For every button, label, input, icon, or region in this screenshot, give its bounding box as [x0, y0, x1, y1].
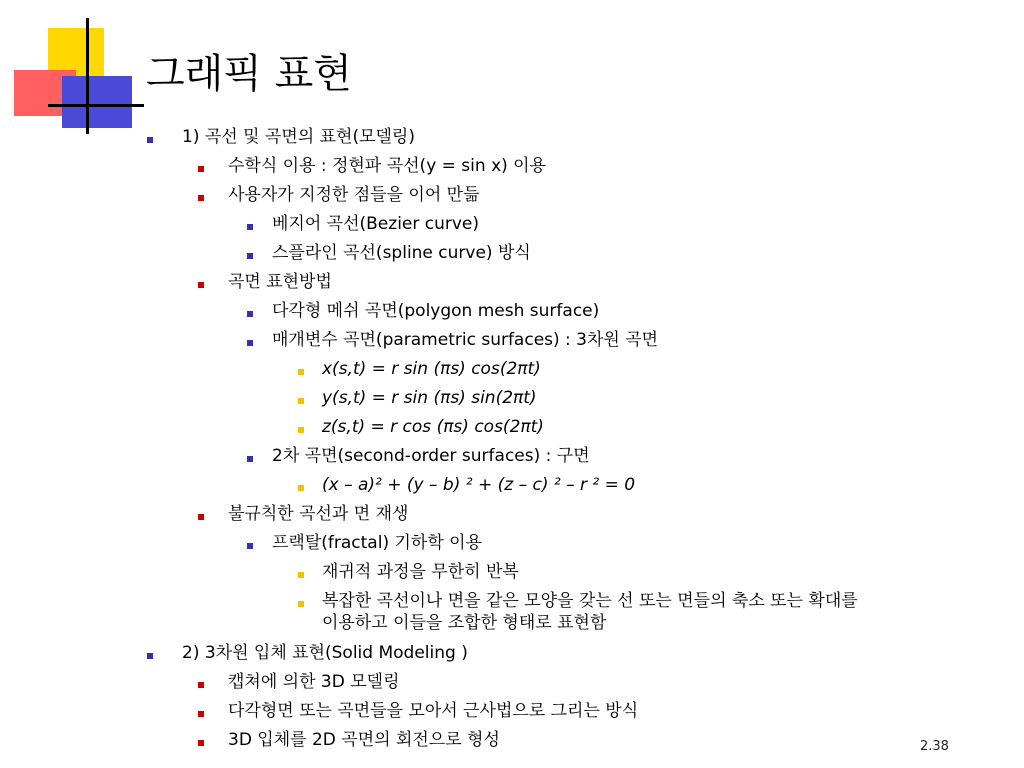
list-item-level2: 캡쳐에 의한 3D 모델링 — [228, 672, 400, 692]
bullet-level4 — [298, 398, 304, 404]
bullet-level2 — [198, 682, 204, 688]
list-item-level3: 2차 곡면(second-order surfaces) : 구면 — [272, 446, 590, 466]
formula-y: y(s,t) = r sin (πs) sin(2πt) — [322, 388, 537, 408]
bullet-level2 — [198, 195, 204, 201]
list-item-level2: 다각형면 또는 곡면들을 모아서 근사법으로 그리는 방식 — [228, 701, 639, 721]
bullet-level2 — [198, 282, 204, 288]
deco-blue-square — [62, 76, 132, 128]
bullet-level4 — [298, 485, 304, 491]
list-item-level4: 재귀적 과정을 무한히 반복 — [322, 562, 519, 582]
bullet-level4 — [298, 572, 304, 578]
list-item-level2: 곡면 표현방법 — [228, 272, 332, 292]
bullet-level2 — [198, 166, 204, 172]
deco-horizontal-line — [48, 104, 144, 107]
formula-z: z(s,t) = r cos (πs) cos(2πt) — [322, 417, 544, 437]
bullet-level3 — [247, 543, 253, 549]
slide-title: 그래픽 표현 — [146, 51, 352, 97]
list-item-level1: 1) 곡선 및 곡면의 표현(모델링) — [182, 127, 415, 147]
list-item-level1: 2) 3차원 입체 표현(Solid Modeling ) — [182, 643, 468, 663]
bullet-level4 — [298, 369, 304, 375]
list-item-level2: 3D 입체를 2D 곡면의 회전으로 형성 — [228, 730, 500, 750]
list-item-level4: 복잡한 곡선이나 면을 같은 모양을 갖는 선 또는 면들의 축소 또는 확대를 — [322, 591, 858, 611]
list-item-level3: 프랙탈(fractal) 기하학 이용 — [272, 533, 482, 553]
bullet-level2 — [198, 740, 204, 746]
bullet-level3 — [247, 224, 253, 230]
bullet-level3 — [247, 311, 253, 317]
list-item-level2: 사용자가 지정한 점들을 이어 만듦 — [228, 185, 480, 205]
bullet-level3 — [247, 456, 253, 462]
page-number: 2.38 — [920, 739, 949, 754]
list-item-level3: 매개변수 곡면(parametric surfaces) : 3차원 곡면 — [272, 330, 659, 350]
bullet-level2 — [198, 711, 204, 717]
list-item-level3: 다각형 메쉬 곡면(polygon mesh surface) — [272, 301, 600, 321]
list-item-level3: 스플라인 곡선(spline curve) 방식 — [272, 243, 531, 263]
bullet-level4 — [298, 427, 304, 433]
list-item-level2: 수학식 이용 : 정현파 곡선(y = sin x) 이용 — [228, 156, 547, 176]
list-item-level3: 베지어 곡선(Bezier curve) — [272, 214, 480, 234]
bullet-level3 — [247, 340, 253, 346]
bullet-level4 — [298, 601, 304, 607]
bullet-level1 — [147, 653, 153, 659]
list-item-level4-continued: 이용하고 이들을 조합한 형태로 표현함 — [322, 613, 607, 633]
deco-vertical-line — [86, 18, 89, 134]
formula-x: x(s,t) = r sin (πs) cos(2πt) — [322, 359, 541, 379]
formula-sphere: (x – a)² + (y – b) ² + (z – c) ² – r ² = 0 — [322, 475, 636, 495]
bullet-level1 — [147, 137, 153, 143]
bullet-level2 — [198, 514, 204, 520]
list-item-level2: 불규칙한 곡선과 면 재생 — [228, 504, 409, 524]
bullet-level3 — [247, 253, 253, 259]
